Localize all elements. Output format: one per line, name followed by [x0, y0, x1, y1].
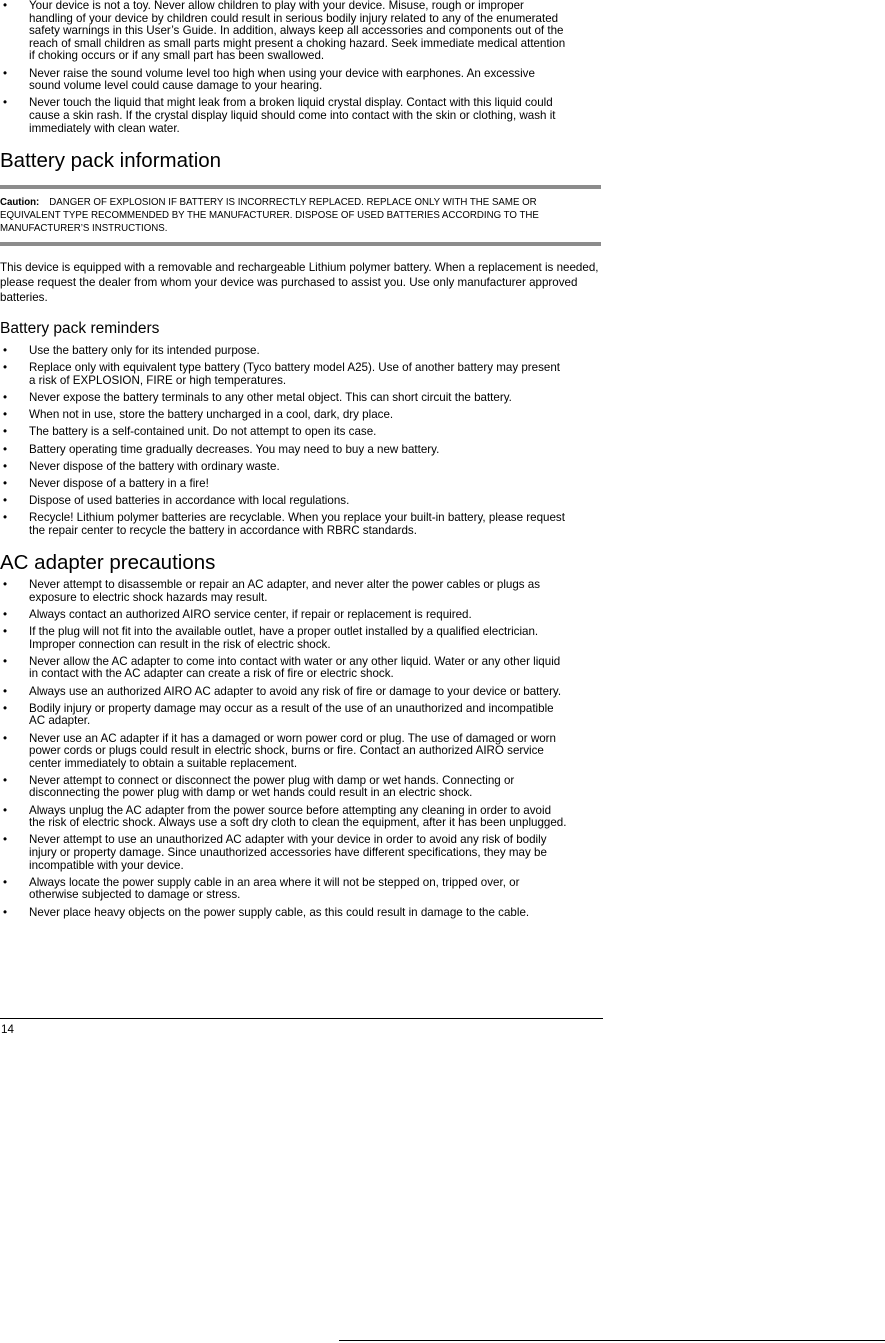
- list-item: • Recycle! Lithium polymer batteries are recyclable. When you replace your built-in battery, please request the repair center to recycle the battery in accordance with RBRC standards.: [3, 511, 565, 537]
- battery-intro-paragraph: This device is equipped with a removable and rechargeable Lithium polymer battery. When a replacement is needed, please request the dealer from whom your device was purchased to assist you. Use only manufacturer approved batteries.: [0, 261, 599, 304]
- list-item: • Never dispose of the battery with ordinary waste.: [3, 459, 280, 473]
- ac-precautions-list: [0, 579, 569, 924]
- section-heading-ac-adapter: AC adapter precautions: [0, 551, 216, 574]
- list-item: • When not in use, store the battery uncharged in a cool, dark, dry place.: [3, 408, 394, 422]
- list-item: • Never attempt to use an unauthorized AC adapter with your device in order to avoid any risk of bodily injury or property damage. Since unauthorized accessories have different specifications, they may be incompatible with your device.: [3, 833, 547, 872]
- page-number: 14: [1, 1023, 14, 1036]
- bullet-icon: •: [3, 96, 8, 110]
- bottom-edge-rule: [339, 1340, 885, 1341]
- list-item: • Dispose of used batteries in accordance with local regulations.: [3, 494, 350, 508]
- footer-rule: [0, 1018, 603, 1019]
- bullet-icon: •: [3, 66, 8, 80]
- bullet-icon: •: [3, 803, 8, 817]
- list-item: • Never attempt to connect or disconnect the power plug with damp or wet hands. Connecting or disconnecting the power plug with damp or wet hands could result in an electric shock.: [3, 773, 515, 800]
- battery-reminders-list: [0, 345, 569, 542]
- list-item: • Never use an AC adapter if it has a damaged or worn power cord or plug. The use of damaged or worn power cords or plugs could result in electric shock, burns or fire. Contact an authorized AIRO service center immediately to obtain a suitable replacement.: [3, 731, 556, 770]
- list-item: • Always use an authorized AIRO AC adapter to avoid any risk of fire or damage to your device or battery.: [3, 684, 562, 698]
- list-item: • Never attempt to disassemble or repair an AC adapter, and never alter the power cables or plugs as exposure to electric shock hazards may result.: [3, 578, 541, 604]
- bullet-icon: •: [3, 442, 8, 456]
- list-item: • Always unplug the AC adapter from the power source before attempting any cleaning in order to avoid the risk of electric shock. Always use a soft dry cloth to clean the equipment, after it has been unplugged.: [3, 803, 567, 830]
- list-item: • Battery operating time gradually decreases. You may need to buy a new battery.: [3, 442, 440, 456]
- list-item: • If the plug will not fit into the available outlet, have a proper outlet installed by a qualified electrician. Improper connection can result in the risk of electric shock.: [3, 624, 539, 651]
- list-item: • Bodily injury or property damage may occur as a result of the use of an unauthorized and incompatible AC adapter.: [3, 701, 554, 728]
- caution-box: [0, 197, 590, 235]
- safety-bullet-list: [0, 0, 569, 140]
- bullet-icon: •: [3, 654, 8, 668]
- list-item: • Never dispose of a battery in a fire!: [3, 476, 209, 490]
- list-item: • Your device is not a toy. Never allow children to play with your device. Misuse, rough or improper handling of your device by children could result in serious bodily injury related to any of the enumerated safety warnings in this User’s Guide. In addition, always keep all accessories and components out of the reach of small children as small parts might present a choking hazard. Seek immediate medical attention if choking occurs or if any small part has been swallowed.: [3, 0, 566, 63]
- bullet-icon: •: [3, 390, 8, 404]
- bullet-icon: •: [3, 476, 8, 490]
- bullet-icon: •: [3, 905, 8, 919]
- bullet-icon: •: [3, 607, 8, 621]
- bullet-icon: •: [3, 875, 8, 889]
- bullet-icon: •: [3, 344, 8, 357]
- caution-bottom-rule: [0, 242, 601, 246]
- bullet-icon: •: [3, 578, 8, 591]
- bullet-icon: •: [3, 494, 8, 508]
- caution-label: Caution:: [0, 197, 40, 208]
- bullet-icon: •: [3, 511, 8, 525]
- bullet-icon: •: [3, 0, 8, 12]
- bullet-icon: •: [3, 459, 8, 473]
- list-item: • Never expose the battery terminals to any other metal object. This can short circuit the battery.: [3, 390, 512, 404]
- list-item: • Never touch the liquid that might leak from a broken liquid crystal display. Contact with this liquid could cause a skin rash. If the crystal display liquid should come into contact with the skin or clothing, wash it immediately with clean water.: [3, 96, 556, 135]
- bullet-icon: •: [3, 624, 8, 638]
- bullet-icon: •: [3, 833, 8, 847]
- section-heading-battery: Battery pack information: [0, 149, 222, 172]
- list-item: • Never allow the AC adapter to come into contact with water or any other liquid. Water or any other liquid in contact with the AC adapter can create a risk of fire or electric shock.: [3, 654, 561, 681]
- caution-text: DANGER OF EXPLOSION IF BATTERY IS INCORRECTLY REPLACED. REPLACE ONLY WITH THE SAME OR EQUIVALENT TYPE RECOMMENDED BY THE MANUFACTURER. DISPOSE OF USED BATTERIES ACCORDING TO THE MANUFACTURER’S INSTRUCTIONS.: [0, 197, 539, 234]
- list-item: • Always locate the power supply cable in an area where it will not be stepped on, tripped over, or otherwise subjected to damage or stress.: [3, 875, 520, 902]
- bullet-icon: •: [3, 684, 8, 698]
- list-item: • Replace only with equivalent type battery (Tyco battery model A25). Use of another battery may present a risk of EXPLOSION, FIRE or high temperatures.: [3, 361, 561, 387]
- bullet-icon: •: [3, 408, 8, 422]
- bullet-icon: •: [3, 701, 8, 715]
- list-item: • Use the battery only for its intended purpose.: [3, 344, 260, 357]
- list-item: • Never place heavy objects on the power supply cable, as this could result in damage to the cable.: [3, 905, 530, 919]
- bullet-icon: •: [3, 773, 8, 787]
- subheading-battery-reminders: Battery pack reminders: [0, 320, 160, 337]
- bullet-icon: •: [3, 731, 8, 745]
- caution-top-rule: [0, 185, 601, 189]
- bullet-icon: •: [3, 361, 8, 375]
- list-item: • The battery is a self-contained unit. Do not attempt to open its case.: [3, 425, 377, 439]
- bullet-icon: •: [3, 425, 8, 439]
- list-item: • Never raise the sound volume level too high when using your device with earphones. An excessive sound volume level could cause damage to your hearing.: [3, 66, 535, 93]
- list-item: • Always contact an authorized AIRO service center, if repair or replacement is required.: [3, 607, 472, 621]
